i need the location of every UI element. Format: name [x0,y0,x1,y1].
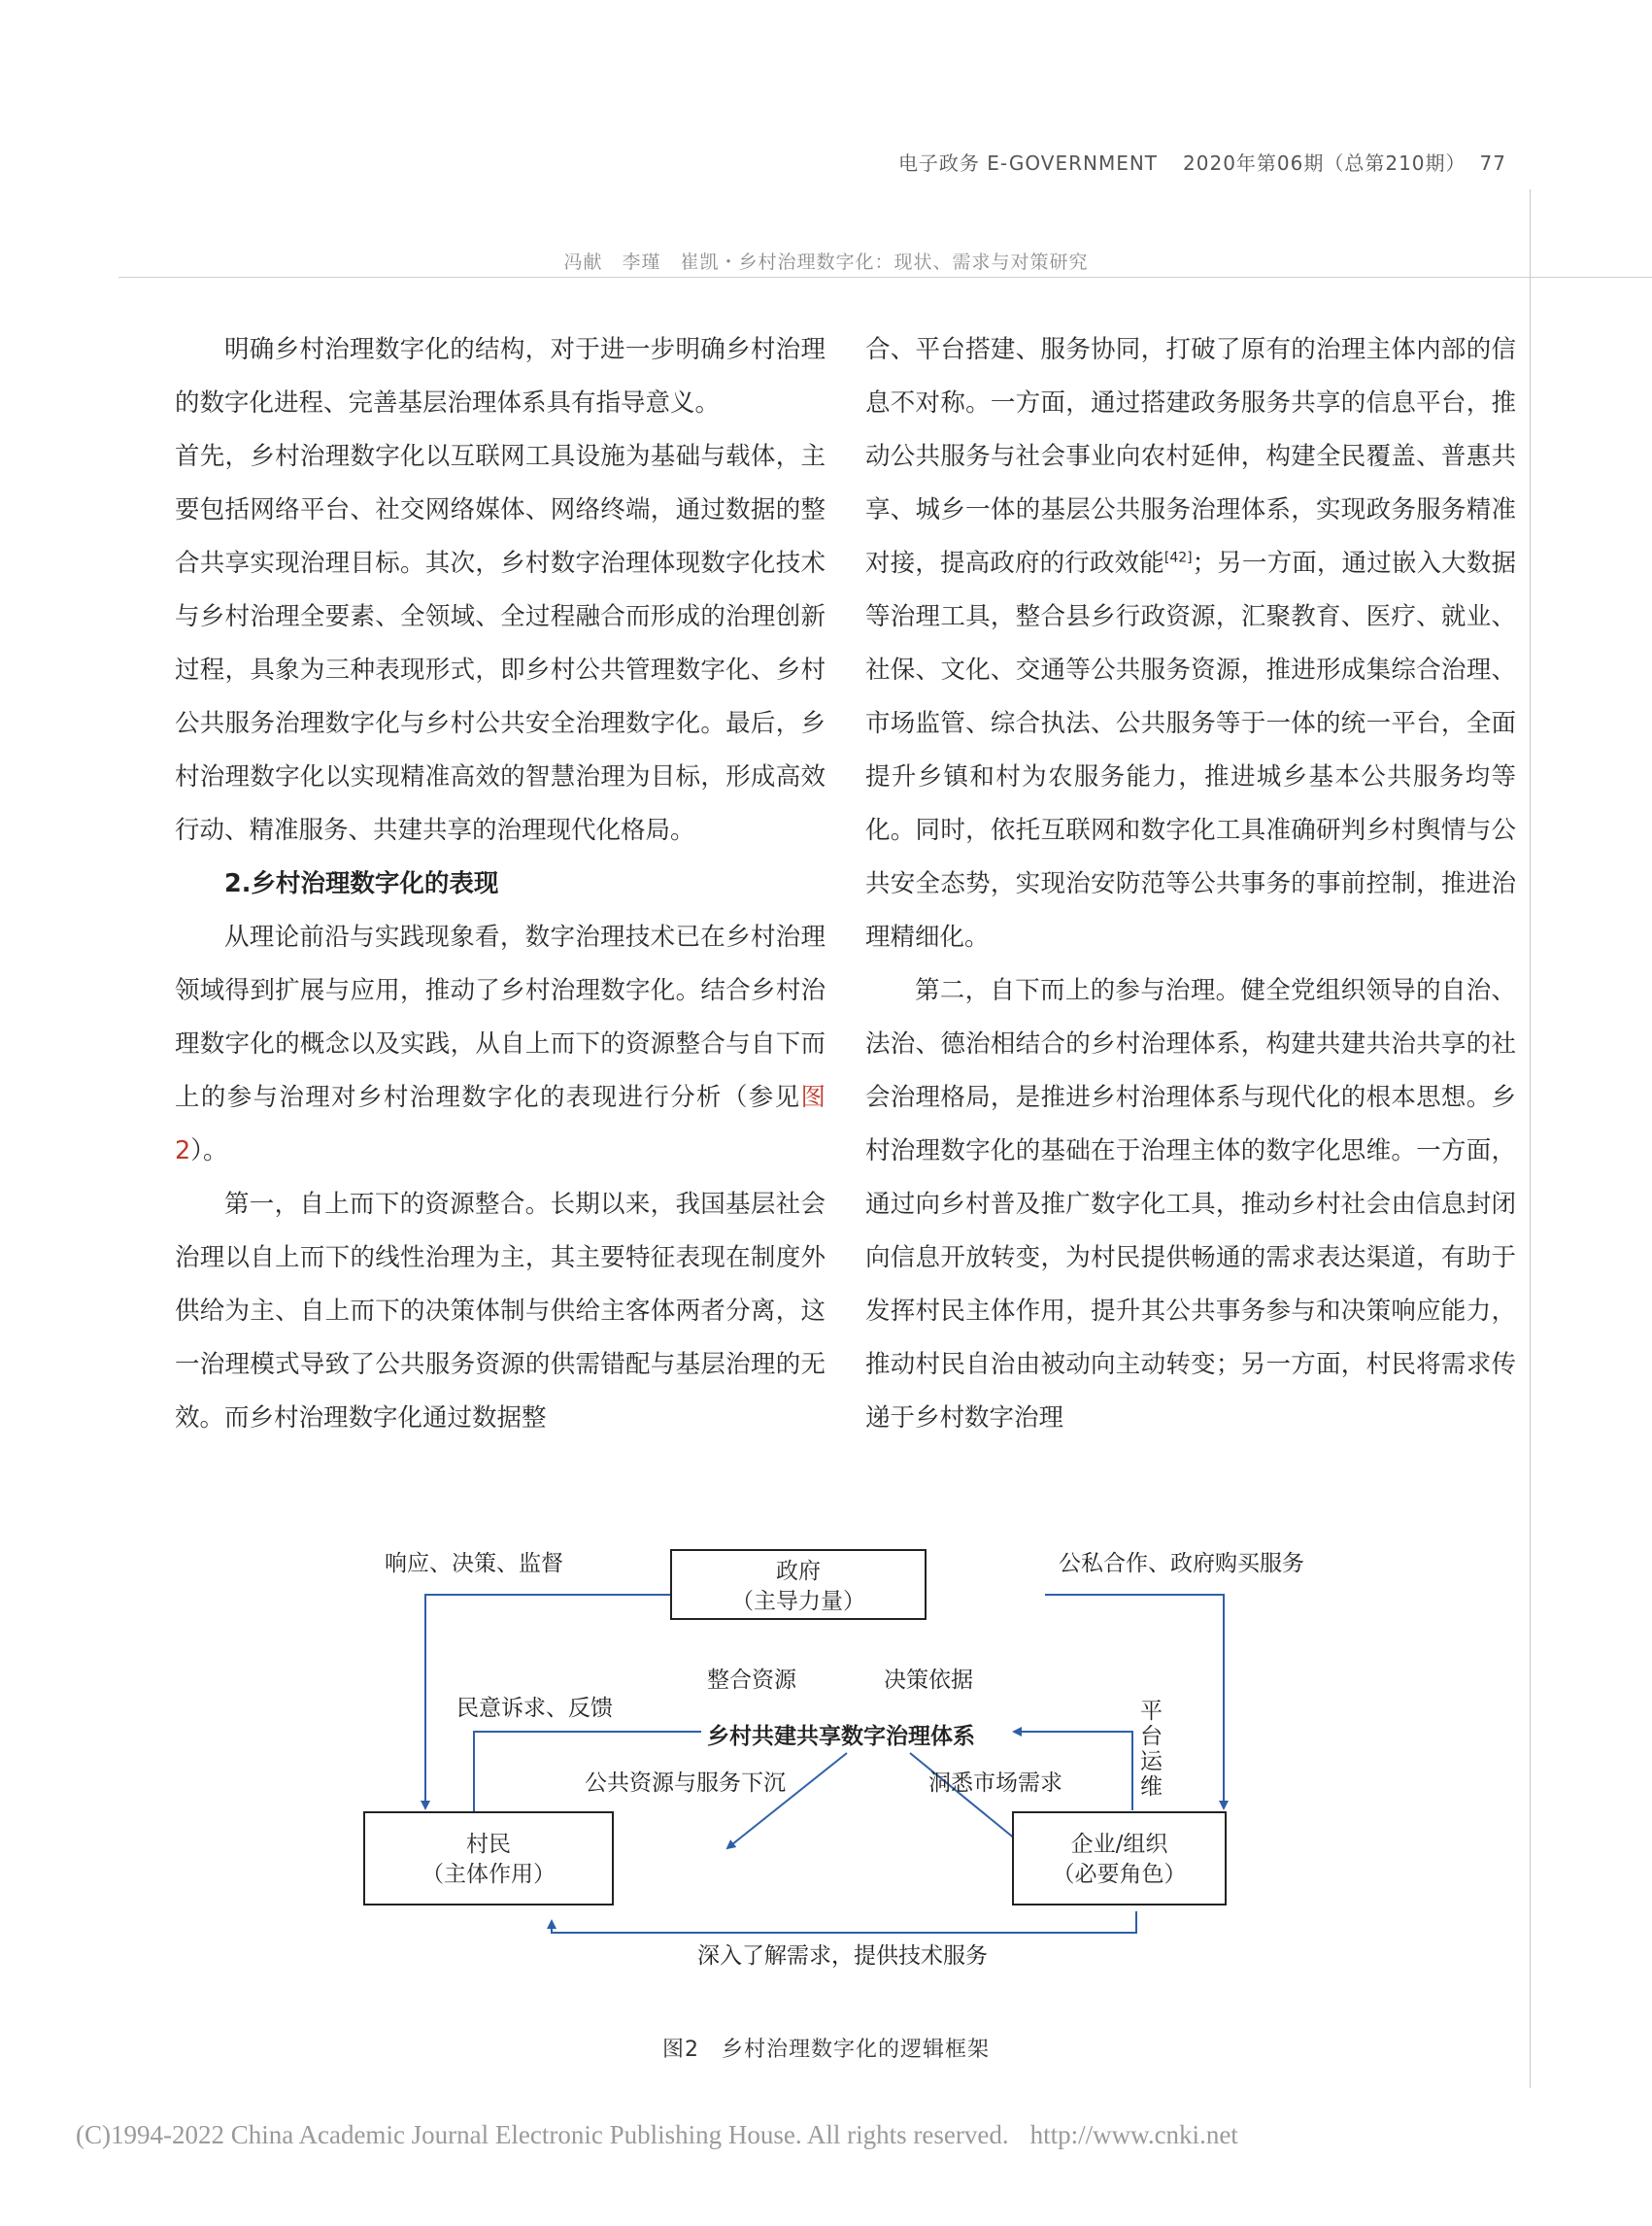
arrow-enterprise-to-villager [552,1911,1136,1933]
issue-info: 2020年第06期（总第210期） [1183,152,1467,175]
page-number: 77 [1479,152,1506,175]
label-public: 公共资源与服务下沉 [585,1771,786,1796]
figure-reference-link[interactable]: 图2 [175,1083,826,1165]
paragraph: 首先，乡村治理数字化以互联网工具设施为基础与载体，主要包括网络平台、社交网络媒体、网络终端，通过数据的整合共享实现治理目标。其次，乡村数字治理体现数字化技术与乡村治理全要素、全领域、全过程融合而形成的治理创新过程，具象为三种表现形式，即乡村公共管理数字化、乡村公共服务治理数字化与乡村公共安全治理数字化。最后，乡村治理数字化以实现精准高效的智慧治理为目标，形成高效行动、精准服务、共建共享的治理现代化格局。 [175,442,826,845]
figure-caption: 图2 乡村治理数字化的逻辑框架 [662,2038,990,2062]
paragraph: 第二，自下而上的参与治理。健全党组织领导的自治、法治、德治相结合的乡村治理体系，构建共建共治共享的社会治理格局，是推进乡村治理体系与现代化的根本思想。乡村治理数字化的基础在于治理主体的数字化思维。一方面，通过向乡村普及推广数字化工具，推动乡村社会由信息封闭向信息开放转变，为村民提供畅通的需求表达渠道，有助于发挥村民主体作用，提升其公共事务参与和决策响应能力，推动村民自治由被动向主动转变；另一方面，村民将需求传递于乡村数字治理 [865,976,1516,1433]
journal-name: 电子政务 E-GOVERNMENT [897,152,1159,175]
paragraph: 从理论前沿与实践现象看，数字治理技术已在乡村治理领域得到扩展与应用，推动了乡村治理数字化。结合乡村治理数字化的概念以及实践，从自上而下的资源整合与自下而上的参与治理对乡村治理数字化的表现进行分析（参见图2）。 [175,923,826,1165]
label-basis: 决策依据 [884,1668,973,1693]
right-column [865,323,1516,1445]
label-platform: 平台运维 [1140,1699,1163,1800]
article-running-title: 冯献 李瑾 崔凯・乡村治理数字化：现状、需求与对策研究 [563,252,1089,273]
villager-box: 村民 （主体作用） [363,1811,614,1906]
label-tech: 深入了解需求，提供技术服务 [697,1943,988,1969]
header-rule [118,277,1652,278]
center-node: 乡村共建共享数字治理体系 [707,1724,975,1749]
paragraph: 明确乡村治理数字化的结构，对于进一步明确乡村治理的数字化进程、完善基层治理体系具有指导意义。 [175,335,826,418]
label-ppp: 公私合作、政府购买服务 [1059,1551,1304,1576]
copyright-footer [76,2120,1238,2150]
label-respond: 响应、决策、监督 [385,1551,563,1576]
arrow-gov-to-enterprise [1045,1595,1224,1808]
enterprise-box: 企业/组织 （必要角色） [1012,1811,1227,1906]
label-integrate: 整合资源 [707,1668,796,1693]
running-header [898,148,1506,176]
margin-rule [1530,189,1531,2088]
copyright-text: (C)1994-2022 China Academic Journal Electronic Publishing House. All rights reserved. [76,2120,1009,2149]
paragraph: 合、平台搭建、服务协同，打破了原有的治理主体内部的信息不对称。一方面，通过搭建政务服务共享的信息平台，推动公共服务与社会事业向农村延伸，构建全民覆盖、普惠共享、城乡一体的基层公共服务治理体系，实现政务服务精准对接，提高政府的行政效能[42]；另一方面，通过嵌入大数据等治理工具，整合县乡行政资源，汇聚教育、医疗、就业、社保、文化、交通等公共服务资源，推进形成集综合治理、市场监管、综合执法、公共服务等于一体的统一平台，全面提升乡镇和村为农服务能力，推进城乡基本公共服务均等化。同时，依托互联网和数字化工具准确研判乡村舆情与公共安全态势，实现治安防范等公共事务的事前控制，推进治理精细化。 [865,335,1516,952]
left-column [175,323,826,1445]
citation[interactable]: [42] [1163,550,1193,566]
label-market: 洞悉市场需求 [928,1771,1062,1796]
label-feedback: 民意诉求、反馈 [456,1696,613,1721]
government-box: 政府 （主导力量） [670,1549,927,1620]
paragraph: 第一，自上而下的资源整合。长期以来，我国基层社会治理以自上而下的线性治理为主，其主要特征表现在制度外供给为主、自上而下的决策体制与供给主客体两者分离，这一治理模式导致了公共服务资源的供需错配与基层治理的无效。而乡村治理数字化通过数据整 [175,1190,826,1433]
figure-2-diagram [350,1539,1340,1969]
cnki-url-link[interactable]: http://www.cnki.net [1029,2120,1238,2149]
section-heading: 2.乡村治理数字化的表现 [224,869,499,898]
